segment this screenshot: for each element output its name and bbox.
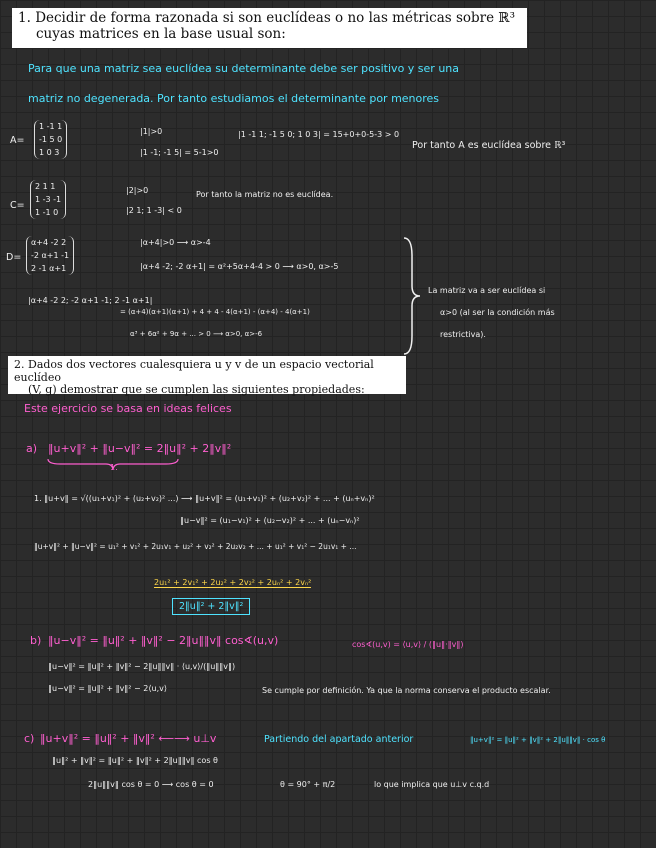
part-a-step3: ‖u+v‖² + ‖u−v‖² = u₁² + v₁² + 2u₁v₁ + u₂² + v₂² + 2u₂v₂ + ... + u₁² + v₁² − 2u₁v₁ + ... [34,542,357,551]
matrix-a-row: 1 0 3 [39,148,60,157]
part-a-label: a) [26,442,38,455]
matrix-a-det: |1 -1 1; -1 5 0; 1 0 3| = 15+0+0-5-3 > 0 [238,130,400,139]
matrix-d-conclusion-line2: α>0 (al ser la condición más [440,308,555,317]
matrix-c-minor1: |2|>0 [126,186,149,195]
part-a-statement: ‖u+v‖² + ‖u−v‖² = 2‖u‖² + 2‖v‖² [48,442,232,455]
matrix-c-minor2: |2 1; 1 -3| < 0 [126,206,182,215]
matrix-d [26,236,74,275]
matrix-a-label: A= [10,135,25,146]
matrix-c-conclusion: Por tanto la matriz no es euclídea. [196,190,334,199]
matrix-d-det-polynomial: α³ + 6α² + 9α + ... > 0 ⟶ α>0, α>-6 [130,330,263,338]
matrix-d-row: 2 -1 α+1 [31,264,67,273]
problem-1-line1: Decidir de forma razonada si son euclídeas o no las métricas sobre ℝ³ [35,10,516,26]
problem-2-statement [8,356,406,397]
matrix-c-label: C= [10,200,25,211]
matrix-a [34,120,67,159]
part-b-statement: ‖u−v‖² = ‖u‖² + ‖v‖² − 2‖u‖‖v‖ cos∢(u,v) [48,634,279,647]
intro-line1: Para que una matriz sea euclídea su determinante debe ser positivo y ser una [28,62,459,75]
matrix-c-row: 1 -3 -1 [35,195,62,204]
problem-1-statement [12,8,527,48]
part-a-step4-text: 2u₁² + 2v₁² + 2u₂² + 2v₂² + 2uₙ² + 2vₙ² [154,578,312,587]
problem-1-line2: cuyas matrices en la base usual son: [36,25,286,42]
part-b-step2: ‖u−v‖² = ‖u‖² + ‖v‖² − 2⟨u,v⟩ [48,684,167,693]
matrix-a-row: 1 -1 1 [39,122,63,131]
matrix-c-row: 1 -1 0 [35,208,59,217]
exercise-2-intro: Este ejercicio se basa en ideas felices [24,402,232,415]
part-b-label: b) [30,634,42,647]
part-b-step1: ‖u−v‖² = ‖u‖² + ‖v‖² − 2‖u‖‖v‖ · ⟨u,v⟩/(‖u‖‖v‖) [48,662,236,671]
problem-2-number: 2. [14,358,25,371]
brace-icon [402,236,422,356]
matrix-d-conclusion-line1: La matriz va a ser euclídea si [428,286,546,295]
part-c-conclusion: lo que implica que u⊥v c.q.d [374,780,490,789]
matrix-d-minor1: |α+4|>0 ⟶ α>-4 [140,238,211,247]
part-b-cosine: cos∢(u,v) = ⟨u,v⟩ / (‖u‖·‖v‖) [352,640,464,649]
matrix-d-conclusion-line3: restrictiva). [440,330,486,339]
part-a-result: 2‖u‖² + 2‖v‖² [179,601,244,612]
part-b-conclusion: Se cumple por definición. Ya que la norma conserva el producto escalar. [262,686,551,695]
problem-2-line2: (V, g) demostrar que se cumplen las siguientes propiedades: [28,383,365,397]
part-a-step4 [154,578,311,587]
part-c-step2: 2‖u‖‖v‖ cos θ = 0 ⟶ cos θ = 0 [88,780,214,789]
intro-line2: matriz no degenerada. Por tanto estudiamos el determinante por menores [28,92,440,105]
matrix-d-row: α+4 -2 2 [31,238,67,247]
part-c-partiendo: Partiendo del apartado anterior [264,734,414,745]
part-c-step3: θ = 90° + π/2 [280,780,336,789]
matrix-d-det-expansion: = (α+4)(α+1)(α+1) + 4 + 4 - 4(α+1) - (α+4) - 4(α+1) [120,308,310,316]
part-a-underbrace-label: 1. [110,463,118,472]
part-a-step1: 1. ‖u+v‖ = √((u₁+v₁)² + (u₂+v₂)² ...) ⟶ ‖u+v‖² = (u₁+v₁)² + (u₂+v₂)² + ... + (uₙ+vₙ)² [34,494,375,503]
part-c-statement: ‖u+v‖² = ‖u‖² + ‖v‖² ⟵⟶ u⊥v [40,732,217,745]
matrix-c-row: 2 1 1 [35,182,56,191]
matrix-a-conclusion: Por tanto A es euclídea sobre ℝ³ [412,140,566,151]
part-a-step2: ‖u−v‖² = (u₁−v₁)² + (u₂−v₂)² + ... + (uₙ−vₙ)² [180,516,360,525]
matrix-a-row: -1 5 0 [39,135,63,144]
part-c-label: c) [24,732,35,745]
problem-2-line1: Dados dos vectores cualesquiera u y v de un espacio vectorial euclídeo [14,358,374,384]
matrix-a-minor1: |1|>0 [140,127,163,136]
matrix-a-minor2: |1 -1; -1 5| = 5-1>0 [140,148,219,157]
part-c-formula: ‖u+v‖² = ‖u‖² + ‖v‖² + 2‖u‖‖v‖ · cos θ [470,736,606,744]
matrix-c [30,180,66,219]
matrix-d-minor2: |α+4 -2; -2 α+1| = α²+5α+4-4 > 0 ⟶ α>0, α>-5 [140,262,339,271]
part-c-step1: ‖u‖² + ‖v‖² = ‖u‖² + ‖v‖² + 2‖u‖‖v‖ cos θ [52,756,218,765]
matrix-d-det-lhs: |α+4 -2 2; -2 α+1 -1; 2 -1 α+1| [28,296,153,305]
problem-1-number: 1. [18,10,31,26]
matrix-d-row: -2 α+1 -1 [31,251,70,260]
matrix-d-label: D= [6,252,22,263]
part-a-result-box [172,598,250,615]
